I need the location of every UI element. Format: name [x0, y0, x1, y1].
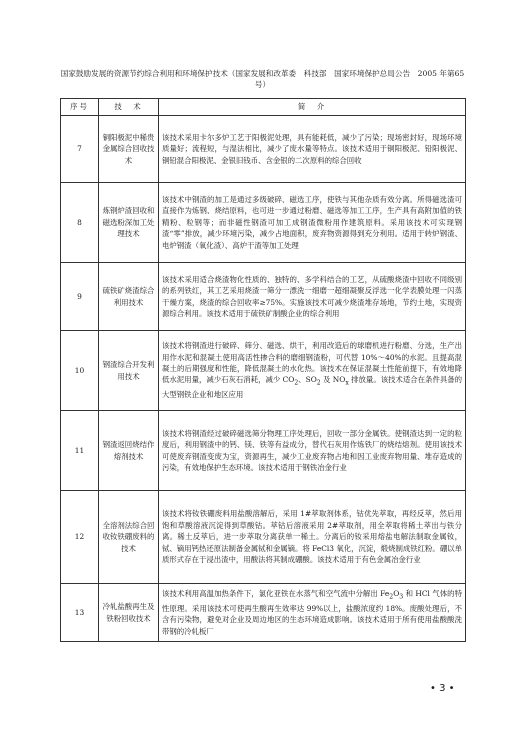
- row-number: 13: [61, 584, 99, 642]
- technology-name: 硫铁矿烧渣综合利用技术: [99, 263, 159, 331]
- table-row: [61, 584, 466, 642]
- header-num: 序号: [61, 99, 99, 116]
- technology-description: 该技术采用适合烧渣物化性质的、独特的、多学科结合的工艺，从硫酸烧渣中回收不同级别的系列铁红，其工艺采用烧渣一筛分一漂洗一细磨一超细凝聚反浮选一化学表膜处理一闪蒸干燥方案，烧渣的综合回收率≥75%。实施该技术可减少烧渣堆存场地，节约土地，实现资源综合利用。该技术适用于硫铁矿制酸企业的综合利用: [159, 263, 466, 331]
- technology-description: 该技术采用卡尔多炉工艺于阳极泥处理，具有能耗低，减少了污染；现场密封好，现场环境质量好；流程短，与湿法相比，减少了废水量等特点。该技术适用于铜阳极泥、铅阳极泥、铜铅混合阳极泥、金银旧钱币、含金银的二次原料的综合回收: [159, 116, 466, 183]
- technology-name: 钢渣综合开发利用技术: [99, 331, 159, 411]
- row-number: 10: [61, 331, 99, 411]
- row-number: 11: [61, 411, 99, 491]
- table-row: [61, 263, 466, 331]
- row-number: 8: [61, 183, 99, 263]
- table-row: [61, 116, 466, 183]
- technology-description: 该技术将钕铁硼废料用盐酸溶解后，采用 1#萃取剂体系，钴优先萃取，再经反萃，然后用饱和草酸溶液沉淀得到草酸钴。萃钴后溶液采用 2#萃取剂，用全萃取将稀土萃出与铁分离。稀土反萃后，进一步萃取分离获单一稀土。分离后的钕采用熔盐电解法制取金属钕，铽、镝用钙热还原法制备金属铽和金属镝。将 FeCl3 氧化，沉淀，煅烧制成铁红粉。硼以单质形式存在于浸出渣中，用酸法将其制成硼酸。该技术适用于有色金属冶金行业: [159, 491, 466, 584]
- table-header-row: [61, 99, 466, 116]
- technology-name: 钢渣返回烧结作熔剂技术: [99, 411, 159, 491]
- technology-description: 该技术将钢渣经过破碎磁选筛分物理工序处理后，回收一部分金属铁。使钢渣达到一定的粒度后，利用钢渣中的钙、镁、铁等有益成分，替代石灰用作炼铁厂的烧结熔剂。使用该技术可使废弃钢渣变废为宝，资源再生，减少工业废弃物占地和因工业废弃物用量、堆存造成的污染，有效地保护生态环境。该技术适用于钢铁冶金行业: [159, 411, 466, 491]
- header-name: 技 术: [99, 99, 159, 116]
- technology-name: 铜阳极泥中稀贵金属综合回收技术: [99, 116, 159, 183]
- document-header: 国家鼓励发展的资源节约综合利用和环境保护技术（国家发展和改革委 科技部 国家环境保护总局公告 2005 年第65号）: [60, 69, 465, 89]
- table-row: [61, 411, 466, 491]
- technology-description: 该技术将钢渣进行破碎、筛分、磁选、烘干，利用改造后的球磨机进行粉磨、分选，生产出用作水泥和混凝土使用高活性掺合料的磨细钢渣粉，可代替 10%～40%的水泥。且提高混凝土的后期强度和性能，降低混凝土的水化热。该技术在保证混凝土性能前提下，有效地降低水泥用量，减少石灰石消耗，减少 $CO_2$、$SO_2$ 及 $NO_x$ 排放量。该技术适合在条件具备的大型钢铁企业和地区应用: [159, 331, 466, 411]
- table-row: [61, 183, 466, 263]
- table-row: [61, 331, 466, 411]
- technology-table: [60, 98, 466, 642]
- row-number: 12: [61, 491, 99, 584]
- technology-name: 冷轧盐酸再生及铁粉回收技术: [99, 584, 159, 642]
- technology-description: 该技术利用高温加热条件下，氯化亚铁在水蒸气和空气流中分解出 $Fe_2O_3$ 和 HCl 气体的特性原理。采用该技术可使再生酸再生效率达 99%以上，盐酸浓度约 18%。废酸处理后，不含有污染物，避免对企业及周边地区的生态环境造成影响。该技术适用于所有使用盐酸酸洗带钢的冷轧板厂: [159, 584, 466, 642]
- technology-description: 该技术中钢渣的加工是通过多级破碎、磁选工序，使铁与其他杂质有效分离。所得磁选渣可直接作为炼钢、烧结原料，也可进一步通过粉磨、磁选等加工工序，生产具有高附加值的铁精粉、粒钢等；而非磁性钢渣可加工成钢渣微粉用作建筑原料。采用该技术可实现钢渣“零”排放，减少环境污染，减少占地面积，废弃物资源得到充分利用。适用于转炉钢渣、电炉钢渣（氧化渣）、高炉干渣等加工处理: [159, 183, 466, 263]
- technology-name: 炼钢炉渣回收和磁选粉深加工处理技术: [99, 183, 159, 263]
- row-number: 9: [61, 263, 99, 331]
- technology-name: 全溶剂法综合回收钕铁硼废料的技术: [99, 491, 159, 584]
- page-number: • 3 •: [430, 683, 455, 694]
- row-number: 7: [61, 116, 99, 183]
- header-desc: 简 介: [159, 99, 466, 116]
- table-row: [61, 491, 466, 584]
